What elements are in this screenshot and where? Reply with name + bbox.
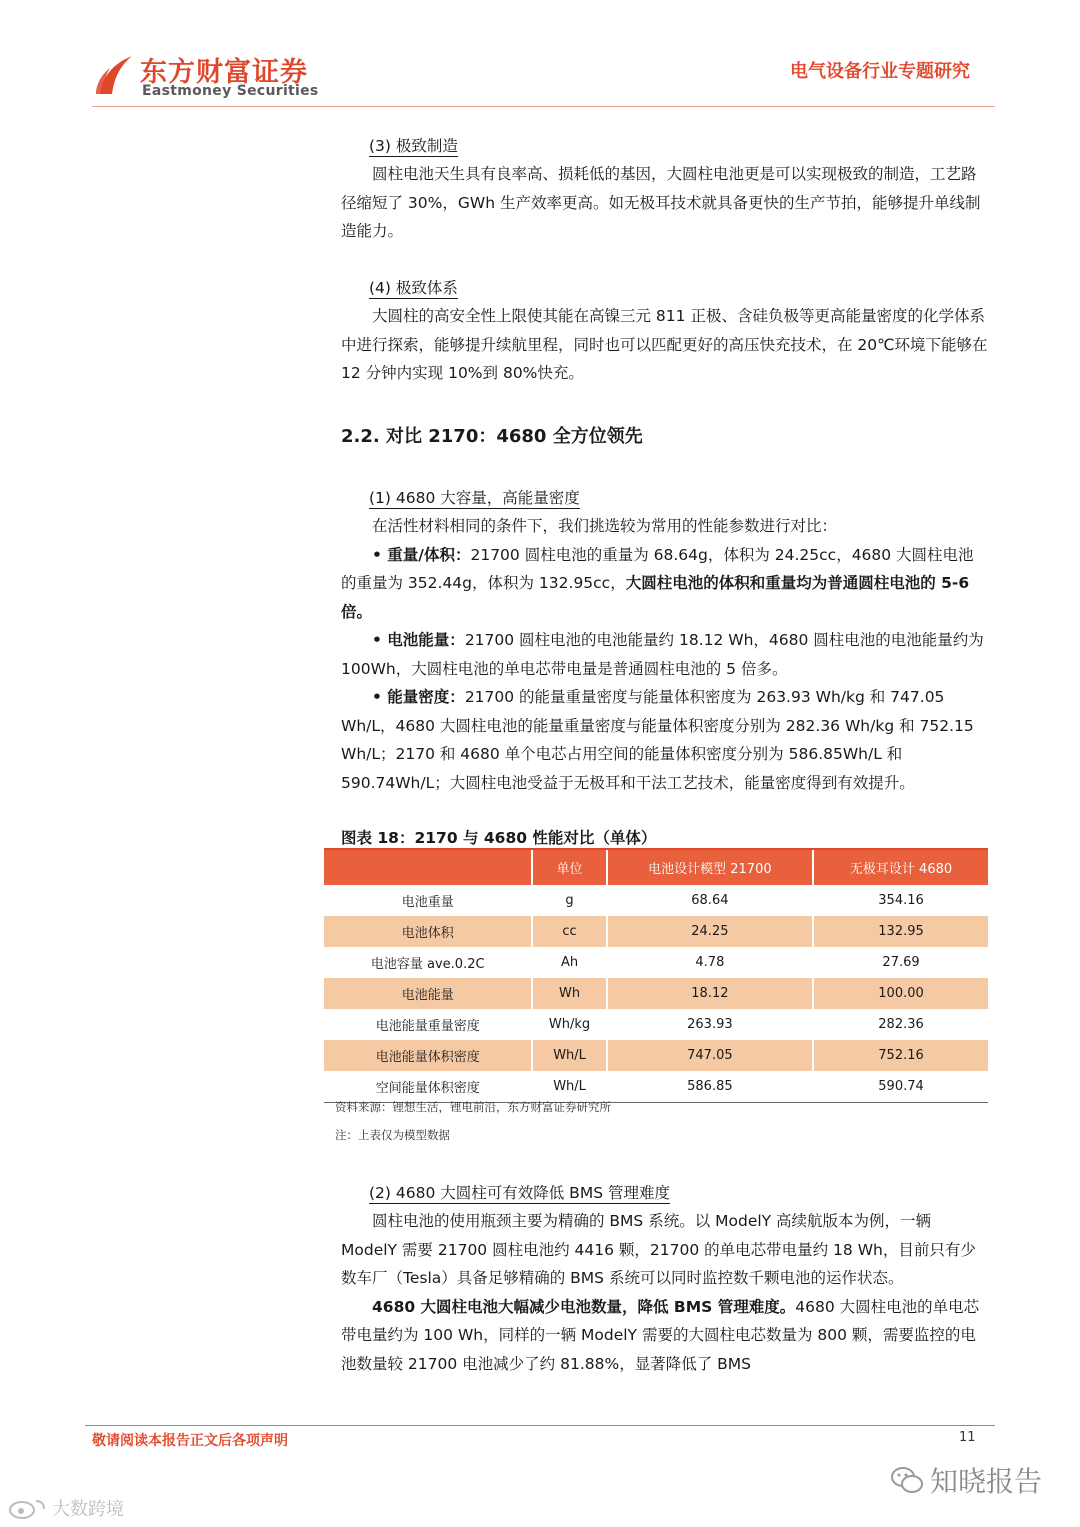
paragraph: 4680 大圆柱电池大幅减少电池数量，降低 BMS 管理难度。4680 大圆柱电池的单电芯带电量约为 100 Wh，同样的一辆 ModelY 需要的大圆柱电芯数量为 800 颗，需要监控的电池数量较 21700 电池减少了约 81.88%，显著降低了 BMS [341,1297,980,1373]
table-row [324,978,988,1009]
table-cell: 132.95 [813,916,988,947]
table-note: 注：上表仅为模型数据 [335,1128,450,1142]
table-cell: 27.69 [813,947,988,978]
table-header-cell [324,850,532,885]
section-title: (1) 4680 大容量，高能量密度 [369,489,580,507]
table-header-cell: 无极耳设计 4680 [813,850,988,885]
table-cell: 24.25 [607,916,813,947]
section-extreme-manufacturing [341,132,989,246]
bullet-energy-density: • 能量密度：21700 的能量重量密度与能量体积密度为 263.93 Wh/kg 和 747.05 Wh/L，4680 大圆柱电池的能量重量密度与能量体积密度分别为 282.36 Wh/kg 和 752.15 Wh/L；2170 和 4680 单个电芯占用空间的能量体积密度分别为 586.85Wh/L 和 590.74Wh/L；大圆柱电池受益于无极耳和干法工艺技术，能量密度得到有效提升。 [341,688,974,792]
table-row [324,916,988,947]
watermark-left [8,1495,124,1521]
table-cell: Wh/L [532,1040,606,1071]
table-cell: 电池体积 [324,916,532,947]
table-cell: Wh/kg [532,1009,606,1040]
footer-divider [85,1425,995,1426]
bullet-battery-energy: • 电池能量：21700 圆柱电池的电池能量约 18.12 Wh，4680 圆柱电池的电池能量约为 100Wh，大圆柱电池的单电芯带电量是普通圆柱电池的 5 倍多。 [341,631,984,678]
table-cell: 电池能量 [324,978,532,1009]
table-cell: Wh [532,978,606,1009]
section-extreme-system [341,274,989,388]
table-cell: 100.00 [813,978,988,1009]
table-cell: 电池重量 [401,895,454,910]
report-type: 电气设备行业专题研究 [790,61,970,82]
table-cell: 586.85 [607,1071,813,1102]
performance-table [324,848,988,1103]
table-source: 资料来源：锂想生活，锂电前沿，东方财富证券研究所 [335,1100,611,1114]
footer-disclaimer: 敬请阅读本报告正文后各项声明 [92,1433,288,1449]
table-cell: cc [532,916,606,947]
table-cell: g [532,885,606,916]
weibo-icon [8,1497,48,1519]
table-cell: Ah [532,947,606,978]
section-title: (3) 极致制造 [369,137,458,155]
bullet-weight-volume: • 重量/体积：21700 圆柱电池的重量为 68.64g，体积为 24.25cc，4680 大圆柱电池的重量为 352.44g，体积为 132.95cc，大圆柱电池的体积和重量均为普通圆柱电池的 5-6 倍。 [341,545,974,621]
table-row [324,1040,988,1071]
table-cell: 18.12 [607,978,813,1009]
header-divider [92,106,995,107]
table-cell: 263.93 [607,1009,813,1040]
table-cell: 68.64 [607,885,813,916]
watermark-text: 知晓报告 [930,1465,1043,1498]
section-4680-capacity [341,484,989,797]
table-header-row [324,850,988,885]
watermark-right [890,1460,1042,1500]
table-cell: 电池能量体积密度 [324,1040,532,1071]
table-cell: 747.05 [607,1040,813,1071]
wechat-icon [890,1465,924,1495]
table-cell: 354.16 [813,885,988,916]
table-cell: 752.16 [813,1040,988,1071]
table-header-cell: 电池设计模型 21700 [607,850,813,885]
table-cell: 4.78 [607,947,813,978]
section-title: (4) 极致体系 [369,279,458,297]
table-row [324,1071,988,1102]
table-cell: 空间能量体积密度 [375,1081,480,1096]
table-cell: 590.74 [813,1071,988,1102]
table-header-cell: 单位 [532,850,606,885]
section-title: (2) 4680 大圆柱可有效降低 BMS 管理难度 [369,1184,670,1202]
table-caption: 图表 18：2170 与 4680 性能对比（单体） [341,829,657,847]
paragraph: 圆柱电池的使用瓶颈主要为精确的 BMS 系统。以 ModelY 高续航版本为例，一辆 ModelY 需要 21700 圆柱电池约 4416 颗，21700 的单电芯带电量约 18 Wh，目前只有少数车厂（Tesla）具备足够精确的 BMS 系统可以同时监控数千颗电池的运作状态。 [341,1212,976,1287]
table-cell: Wh/L [532,1071,606,1102]
section-heading-2-2: 2.2. 对比 2170：4680 全方位领先 [341,426,643,447]
eastmoney-logo-icon [92,50,138,98]
logo-text-cn: 东方财富证券 [140,57,308,88]
table-row [324,947,988,978]
table-cell: 282.36 [813,1009,988,1040]
table-row [324,1009,988,1040]
watermark-text: 大数跨境 [52,1499,124,1520]
section-bms-difficulty [341,1179,989,1378]
table-cell: 电池容量 ave.0.2C [370,957,485,972]
table-cell: 电池能量重量密度 [375,1019,480,1034]
table-row [324,885,988,916]
paragraph-intro: 在活性材料相同的条件下，我们挑选较为常用的性能参数进行对比： [372,517,838,535]
paragraph: 大圆柱的高安全性上限使其能在高镍三元 811 正极、含硅负极等更高能量密度的化学体系中进行探索，能够提升续航里程，同时也可以匹配更好的高压快充技术，在 20℃环境下能够在 12 分钟内实现 10%到 80%快充。 [341,307,988,382]
page-number: 11 [959,1430,976,1445]
logo-text-en: Eastmoney Securities [142,83,319,99]
paragraph: 圆柱电池天生具有良率高、损耗低的基因，大圆柱电池更是可以实现极致的制造，工艺路径缩短了 30%，GWh 生产效率更高。如无极耳技术就具备更快的生产节拍，能够提升单线制造能力。 [341,165,981,240]
